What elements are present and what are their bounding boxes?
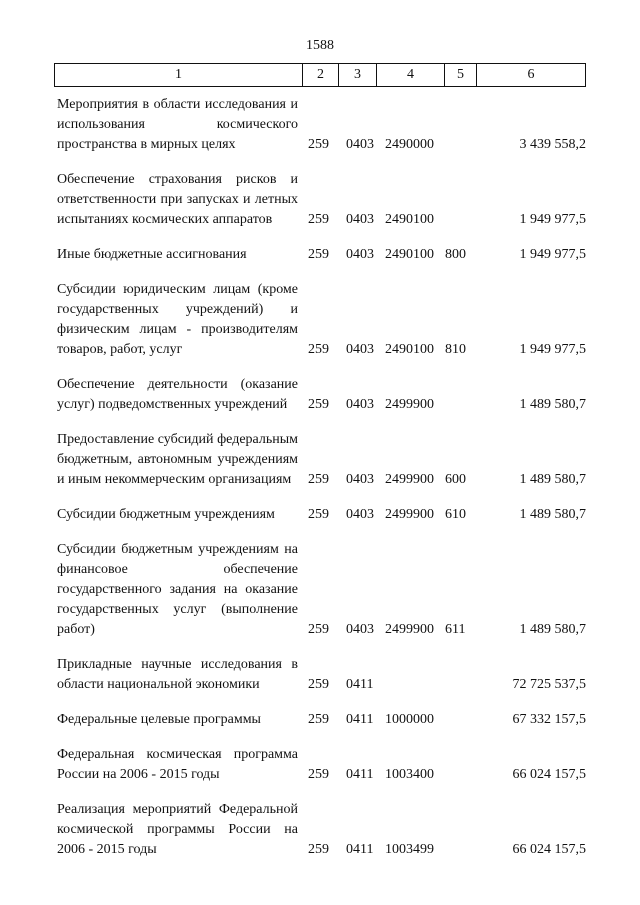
- row-cell-c4: 2490000: [385, 137, 434, 152]
- row-cell-c4: 2490100: [385, 247, 434, 262]
- row-cell-c3: 0411: [346, 842, 374, 857]
- row-cell-c3: 0403: [346, 342, 374, 357]
- row-cell-c4: 1003499: [385, 842, 434, 857]
- table-row: [0, 170, 640, 230]
- table-row: [0, 710, 640, 730]
- table-row: [0, 375, 640, 415]
- row-cell-c2: 259: [308, 622, 329, 637]
- row-cell-c5: 610: [445, 507, 466, 522]
- row-cell-c3: 0403: [346, 247, 374, 262]
- page-number: 1588: [306, 38, 334, 53]
- row-cell-c3: 0403: [346, 507, 374, 522]
- row-cell-c6: 1 949 977,5: [519, 212, 586, 227]
- row-cell-c2: 259: [308, 712, 329, 727]
- row-cell-c5: 600: [445, 472, 466, 487]
- row-name: Субсидии бюджетным учреждениям на финансовое обеспечение государственного задания на оказание государственных услуг (выполнение работ): [57, 542, 298, 637]
- row-cell-c5: 611: [445, 622, 466, 637]
- table-header: [54, 63, 586, 87]
- table-row: [0, 95, 640, 155]
- row-cell-c2: 259: [308, 472, 329, 487]
- row-cell-c6: 1 949 977,5: [519, 247, 586, 262]
- row-cell-c2: 259: [308, 247, 329, 262]
- row-cell-c4: 2499900: [385, 622, 434, 637]
- header-col-4: 4: [377, 64, 445, 86]
- row-cell-c2: 259: [308, 342, 329, 357]
- header-col-1: 1: [55, 64, 303, 86]
- table-row: [0, 505, 640, 525]
- row-cell-c6: 66 024 157,5: [512, 767, 586, 782]
- row-name: Федеральные целевые программы: [57, 712, 261, 727]
- row-cell-c6: 67 332 157,5: [512, 712, 586, 727]
- row-cell-c3: 0403: [346, 472, 374, 487]
- table-row: [0, 540, 640, 640]
- table-row: [0, 280, 640, 360]
- row-cell-c3: 0403: [346, 622, 374, 637]
- header-col-5: 5: [445, 64, 477, 86]
- row-cell-c6: 1 489 580,7: [519, 397, 586, 412]
- row-cell-c2: 259: [308, 767, 329, 782]
- header-col-6: 6: [527, 67, 535, 82]
- row-cell-c4: 1000000: [385, 712, 434, 727]
- row-cell-c2: 259: [308, 212, 329, 227]
- row-cell-c3: 0403: [346, 137, 374, 152]
- row-name: Федеральная космическая программа России на 2006 - 2015 годы: [57, 747, 298, 782]
- row-cell-c2: 259: [308, 507, 329, 522]
- row-name: Прикладные научные исследования в области национальной экономики: [57, 657, 298, 692]
- table-row: [0, 655, 640, 695]
- row-cell-c4: 1003400: [385, 767, 434, 782]
- row-cell-c4: 2499900: [385, 397, 434, 412]
- row-cell-c6: 72 725 537,5: [512, 677, 586, 692]
- table-row: [0, 745, 640, 785]
- row-cell-c3: 0411: [346, 677, 374, 692]
- table-row: [0, 245, 640, 265]
- table-row: [0, 430, 640, 490]
- row-cell-c4: 2499900: [385, 507, 434, 522]
- row-cell-c6: 66 024 157,5: [512, 842, 586, 857]
- row-cell-c2: 259: [308, 137, 329, 152]
- row-cell-c6: 3 439 558,2: [519, 137, 586, 152]
- row-cell-c6: 1 489 580,7: [519, 507, 586, 522]
- row-cell-c6: 1 489 580,7: [519, 472, 586, 487]
- row-cell-c3: 0411: [346, 712, 374, 727]
- row-name: Реализация мероприятий Федеральной космической программы России на 2006 - 2015 годы: [57, 802, 298, 857]
- row-cell-c5: 810: [445, 342, 466, 357]
- row-cell-c3: 0411: [346, 767, 374, 782]
- header-col-2: 2: [303, 64, 339, 86]
- row-cell-c4: 2499900: [385, 472, 434, 487]
- row-cell-c4: 2490100: [385, 342, 434, 357]
- row-name: Обеспечение деятельности (оказание услуг) подведомственных учреждений: [57, 377, 298, 412]
- row-name: Обеспечение страхования рисков и ответственности при запусках и летных испытаниях космических аппаратов: [57, 172, 298, 227]
- row-cell-c2: 259: [308, 677, 329, 692]
- row-cell-c4: 2490100: [385, 212, 434, 227]
- row-cell-c3: 0403: [346, 212, 374, 227]
- header-col-3: 3: [339, 64, 377, 86]
- row-cell-c2: 259: [308, 397, 329, 412]
- row-cell-c5: 800: [445, 247, 466, 262]
- row-name: Предоставление субсидий федеральным бюджетным, автономным учреждениям и иным некоммерческим организациям: [57, 432, 298, 487]
- row-cell-c6: 1 489 580,7: [519, 622, 586, 637]
- row-name: Мероприятия в области исследования и использования космического пространства в мирных целях: [57, 97, 298, 152]
- row-name: Субсидии юридическим лицам (кроме государственных учреждений) и физическим лицам - производителям товаров, работ, услуг: [57, 282, 298, 357]
- row-cell-c2: 259: [308, 842, 329, 857]
- table-row: [0, 800, 640, 860]
- row-name: Субсидии бюджетным учреждениям: [57, 507, 275, 522]
- table-body: [0, 95, 640, 875]
- row-cell-c3: 0403: [346, 397, 374, 412]
- row-name: Иные бюджетные ассигнования: [57, 247, 247, 262]
- row-cell-c6: 1 949 977,5: [519, 342, 586, 357]
